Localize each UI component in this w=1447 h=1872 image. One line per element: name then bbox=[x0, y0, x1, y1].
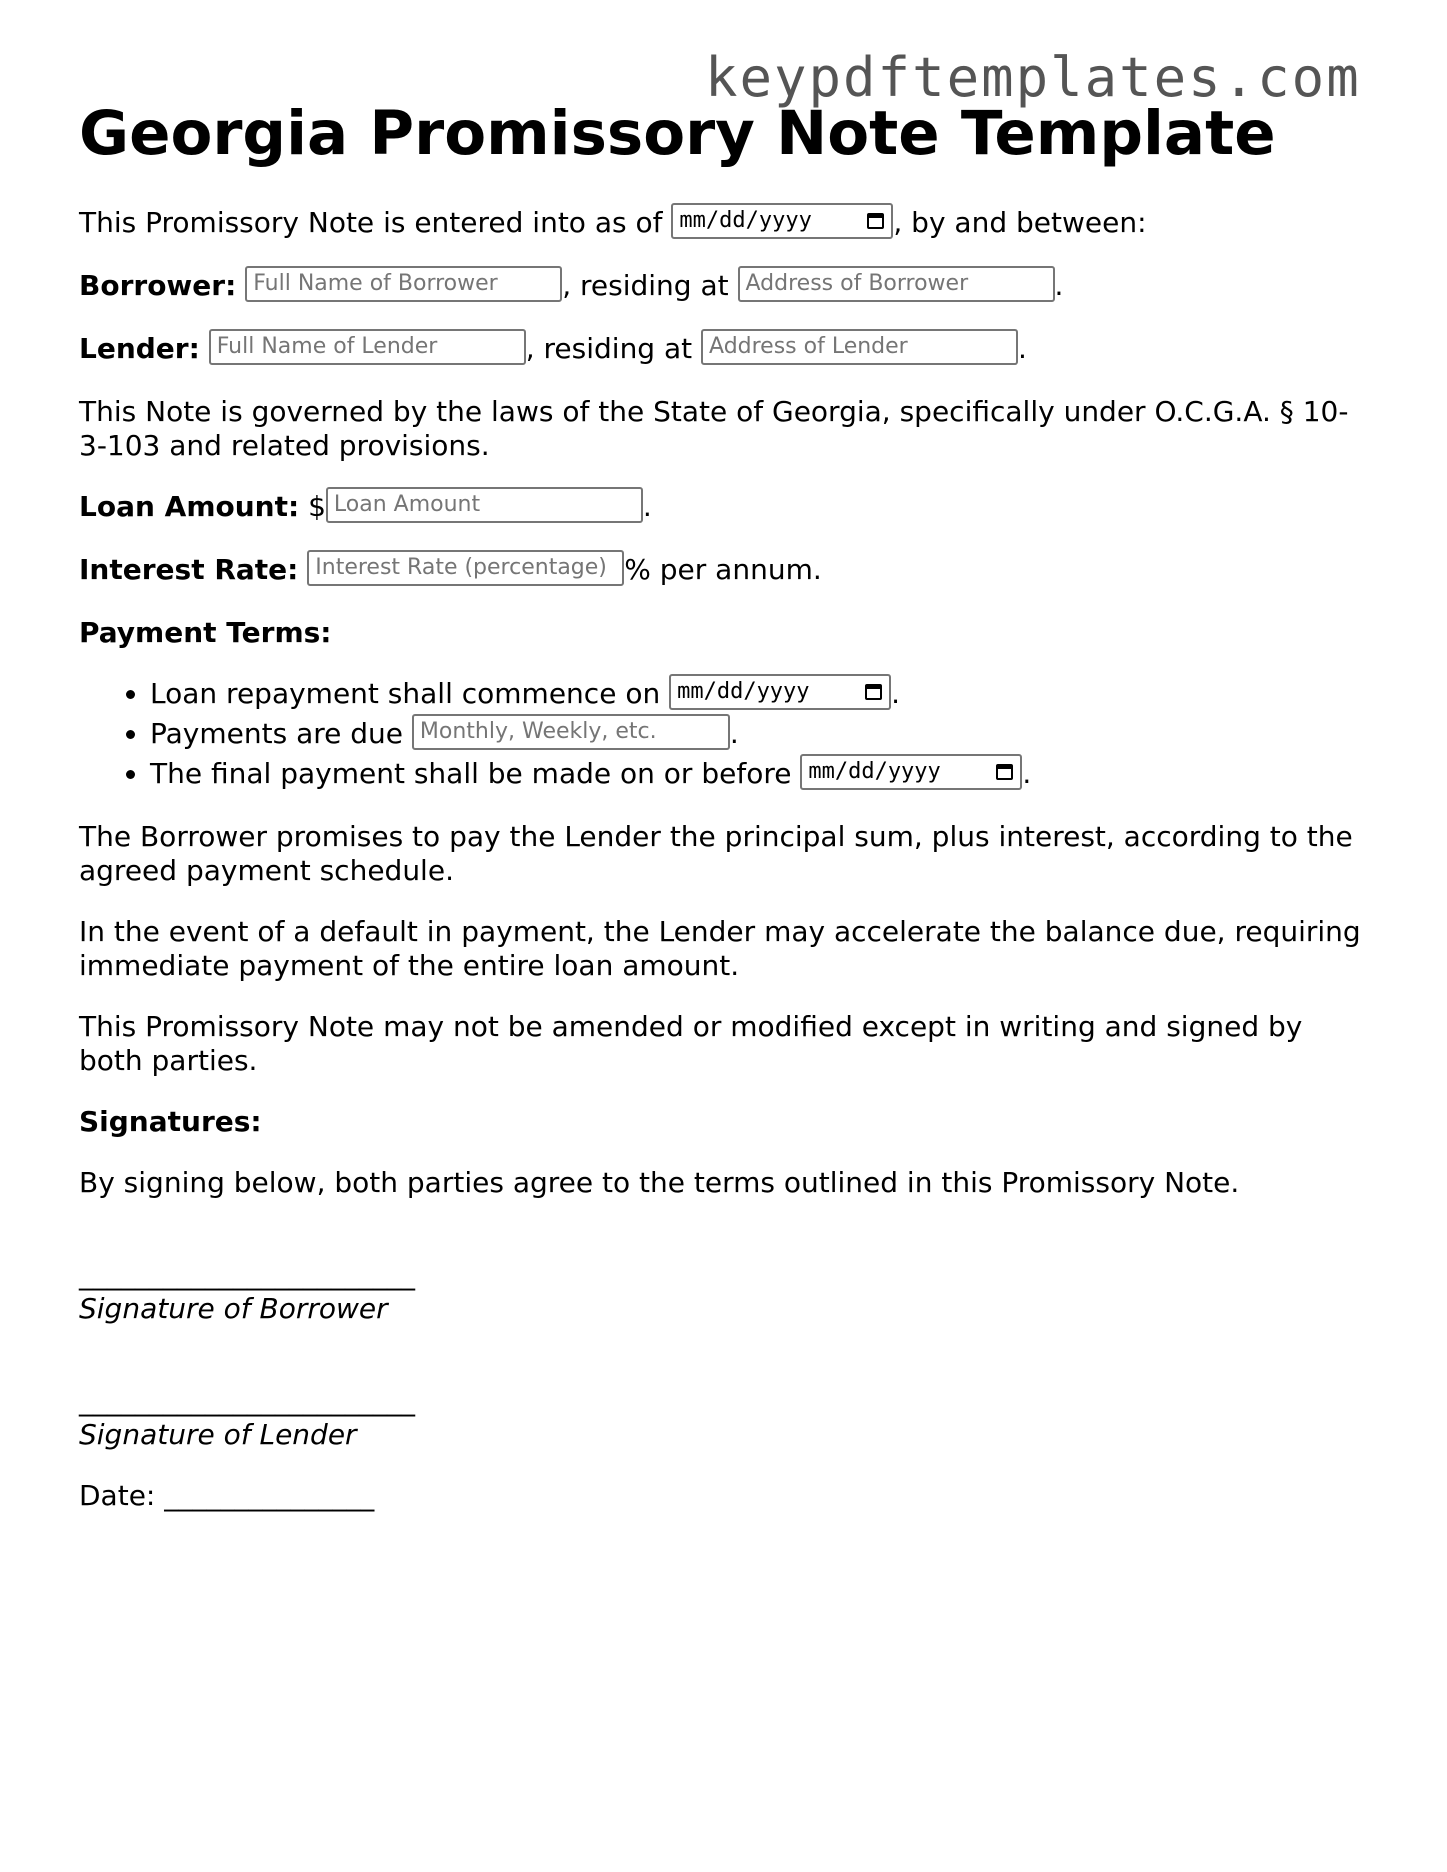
interest-rate-line bbox=[79, 553, 1369, 589]
payment-frequency-end: . bbox=[729, 717, 739, 750]
borrower-residing-text: , residing at bbox=[562, 269, 738, 302]
interest-rate-suffix: % per annum. bbox=[624, 553, 822, 586]
intro-line bbox=[79, 206, 1369, 242]
loan-amount-input[interactable]: Loan Amount bbox=[326, 487, 643, 523]
intro-text-end: , by and between: bbox=[893, 206, 1147, 239]
repayment-start-text: Loan repayment shall commence on bbox=[150, 677, 670, 710]
page-title: Georgia Promissory Note Template bbox=[79, 98, 1276, 169]
interest-rate-label: Interest Rate: bbox=[79, 553, 299, 586]
lender-signature-line: ________________________ bbox=[79, 1384, 415, 1417]
promise-text: The Borrower promises to pay the Lender the principal sum, plus interest, according to the agreed payment schedule. bbox=[79, 820, 1353, 887]
payment-frequency-input[interactable]: Monthly, Weekly, etc. bbox=[412, 714, 730, 750]
loan-amount-line bbox=[79, 490, 1369, 526]
payment-terms-list bbox=[79, 677, 1369, 793]
list-item bbox=[150, 717, 1369, 753]
lender-residing-text: , residing at bbox=[525, 332, 702, 365]
lender-line-end: . bbox=[1018, 332, 1027, 365]
promissory-note bbox=[79, 96, 1369, 1513]
governing-law-text: This Note is governed by the laws of the State of Georgia, specifically under O.C.G.A. § 10-3-103 and related provisions. bbox=[79, 395, 1349, 462]
intro-text: This Promissory Note is entered into as of bbox=[79, 206, 672, 239]
dollar-sign: $ bbox=[299, 490, 326, 523]
borrower-line bbox=[79, 269, 1369, 305]
agreement-date-input[interactable] bbox=[671, 203, 893, 239]
calendar-icon[interactable] bbox=[867, 213, 884, 229]
amendment-text: This Promissory Note may not be amended or modified except in writing and signed by both parties. bbox=[79, 1010, 1303, 1077]
borrower-signature-line: ________________________ bbox=[79, 1258, 415, 1291]
calendar-icon[interactable] bbox=[996, 764, 1013, 780]
signatures-heading: Signatures: bbox=[79, 1105, 262, 1138]
payment-terms-heading: Payment Terms: bbox=[79, 616, 332, 649]
borrower-line-end: . bbox=[1054, 269, 1064, 302]
borrower-label: Borrower: bbox=[79, 269, 237, 302]
signature-date-line: Date: _______________ bbox=[79, 1479, 375, 1512]
signatures-agree-text: By signing below, both parties agree to the terms outlined in this Promissory Note. bbox=[79, 1166, 1240, 1199]
borrower-address-input[interactable]: Address of Borrower bbox=[738, 266, 1055, 302]
final-payment-text: The final payment shall be made on or before bbox=[150, 757, 801, 790]
lender-address-input[interactable]: Address of Lender bbox=[701, 329, 1018, 365]
default-text: In the event of a default in payment, the Lender may accelerate the balance due, requiring immediate payment of the entire loan amount. bbox=[79, 915, 1361, 982]
watermark: keypdftemplates.com bbox=[705, 46, 1361, 109]
loan-amount-end: . bbox=[642, 490, 652, 523]
borrower-name-input[interactable]: Full Name of Borrower bbox=[245, 266, 562, 302]
interest-rate-input[interactable]: Interest Rate (percentage) bbox=[307, 550, 624, 586]
repayment-start-placeholder: mm/dd/yyyy bbox=[677, 679, 810, 704]
borrower-signature-label: Signature of Borrower bbox=[79, 1292, 388, 1325]
calendar-icon[interactable] bbox=[865, 684, 882, 700]
agreement-date-placeholder: mm/dd/yyyy bbox=[679, 208, 812, 233]
list-item bbox=[150, 677, 1369, 713]
repayment-start-end: . bbox=[891, 677, 900, 710]
payment-frequency-text: Payments are due bbox=[150, 717, 412, 750]
final-payment-date-input[interactable] bbox=[800, 754, 1022, 790]
repayment-start-date-input[interactable] bbox=[669, 674, 891, 710]
list-item bbox=[150, 757, 1369, 793]
lender-signature-label: Signature of Lender bbox=[79, 1418, 357, 1451]
lender-line bbox=[79, 332, 1369, 368]
lender-name-input[interactable]: Full Name of Lender bbox=[209, 329, 526, 365]
final-payment-end: . bbox=[1022, 757, 1032, 790]
loan-amount-label: Loan Amount: bbox=[79, 490, 300, 523]
final-payment-placeholder: mm/dd/yyyy bbox=[808, 759, 941, 784]
lender-label: Lender: bbox=[79, 332, 200, 365]
